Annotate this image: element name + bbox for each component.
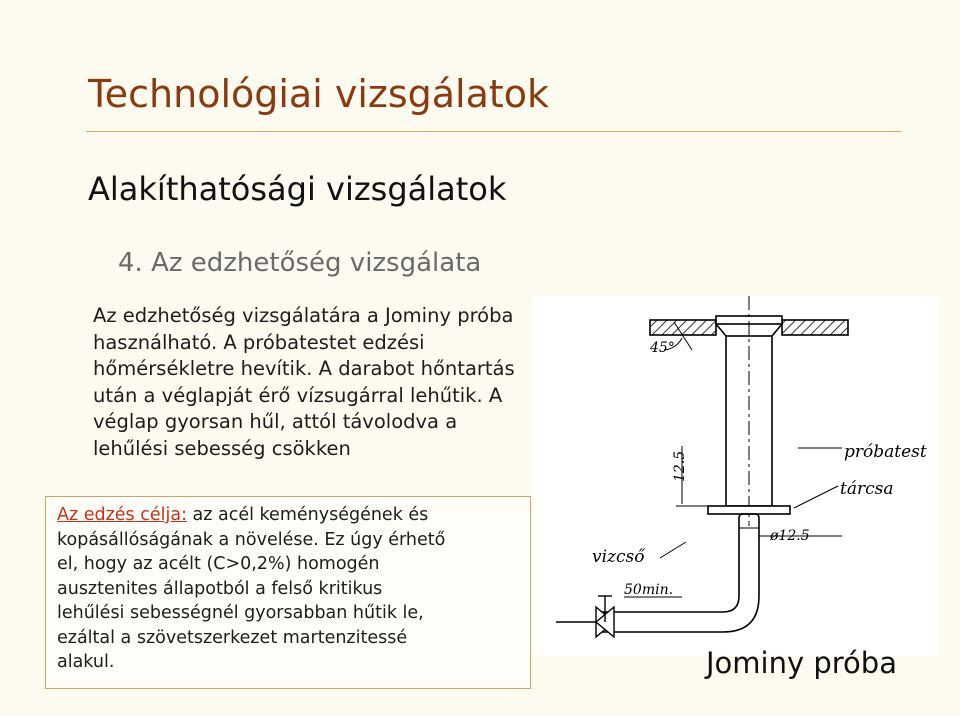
disc bbox=[708, 506, 790, 514]
note-first-rest: az acél keménységének és bbox=[186, 505, 429, 525]
pipe-label: vizcső bbox=[592, 547, 645, 567]
figure-caption: Jominy próba bbox=[706, 646, 897, 680]
fixture-plate-right bbox=[782, 320, 848, 335]
note-line: kopásállóságának a növelése. Ez úgy érhető bbox=[57, 529, 446, 550]
specimen-label: próbatest bbox=[844, 442, 927, 462]
note-line: ausztenites állapotból a felső kritikus bbox=[57, 578, 383, 599]
angle-label: 45° bbox=[650, 340, 675, 356]
note-line: lehűlési sebességnél gyorsabban hűtik le, bbox=[57, 603, 424, 623]
paragraph-line: Az edzhetőség vizsgálatára a Jominy próba bbox=[93, 304, 514, 327]
jominy-diagram-svg bbox=[532, 296, 938, 656]
paragraph-line: lehűlési sebesség csökken bbox=[93, 436, 351, 460]
note-line: el, hogy az acélt (C>0,2%) homogén bbox=[57, 554, 380, 574]
purpose-note-box bbox=[45, 496, 531, 689]
paragraph-line: hőmérsékletre hevítik. A darabot hőntartás bbox=[93, 357, 515, 380]
pipe-leader bbox=[660, 542, 686, 558]
time-label: 50min. bbox=[624, 582, 674, 598]
title-divider bbox=[86, 131, 901, 132]
pipe-spare bbox=[722, 578, 737, 656]
paragraph-line: használható. A próbatestet edzési bbox=[93, 330, 425, 354]
slide-title: Technológiai vizsgálatok bbox=[88, 72, 550, 116]
note-line: alakul. bbox=[57, 652, 115, 672]
diameter-label: ø12.5 bbox=[770, 528, 810, 544]
paragraph-line: után a véglapját érő vízsugárral lehűtik. A bbox=[93, 383, 503, 407]
note-emphasis: Az edzés célja: bbox=[57, 505, 187, 525]
note-line bbox=[57, 503, 530, 528]
disc-label: tárcsa bbox=[840, 479, 894, 499]
countersink-left bbox=[716, 324, 726, 336]
jominy-diagram bbox=[532, 296, 938, 656]
paragraph-line: véglap gyorsan hűl, attól távolodva a bbox=[93, 410, 458, 433]
fixture-plate-left bbox=[650, 320, 716, 335]
pipe-outer-wall bbox=[598, 522, 759, 632]
slide-subtitle: Alakíthatósági vizsgálatok bbox=[88, 170, 507, 208]
pipe-inner-wall bbox=[598, 522, 739, 612]
section-heading: 4. Az edzhetőség vizsgálata bbox=[118, 248, 482, 278]
note-line: ezáltal a szövetszerkezet martenzitessé bbox=[57, 627, 408, 648]
height-label: 12.5 bbox=[672, 450, 688, 482]
disc-leader bbox=[794, 486, 838, 508]
countersink-right bbox=[772, 324, 782, 336]
